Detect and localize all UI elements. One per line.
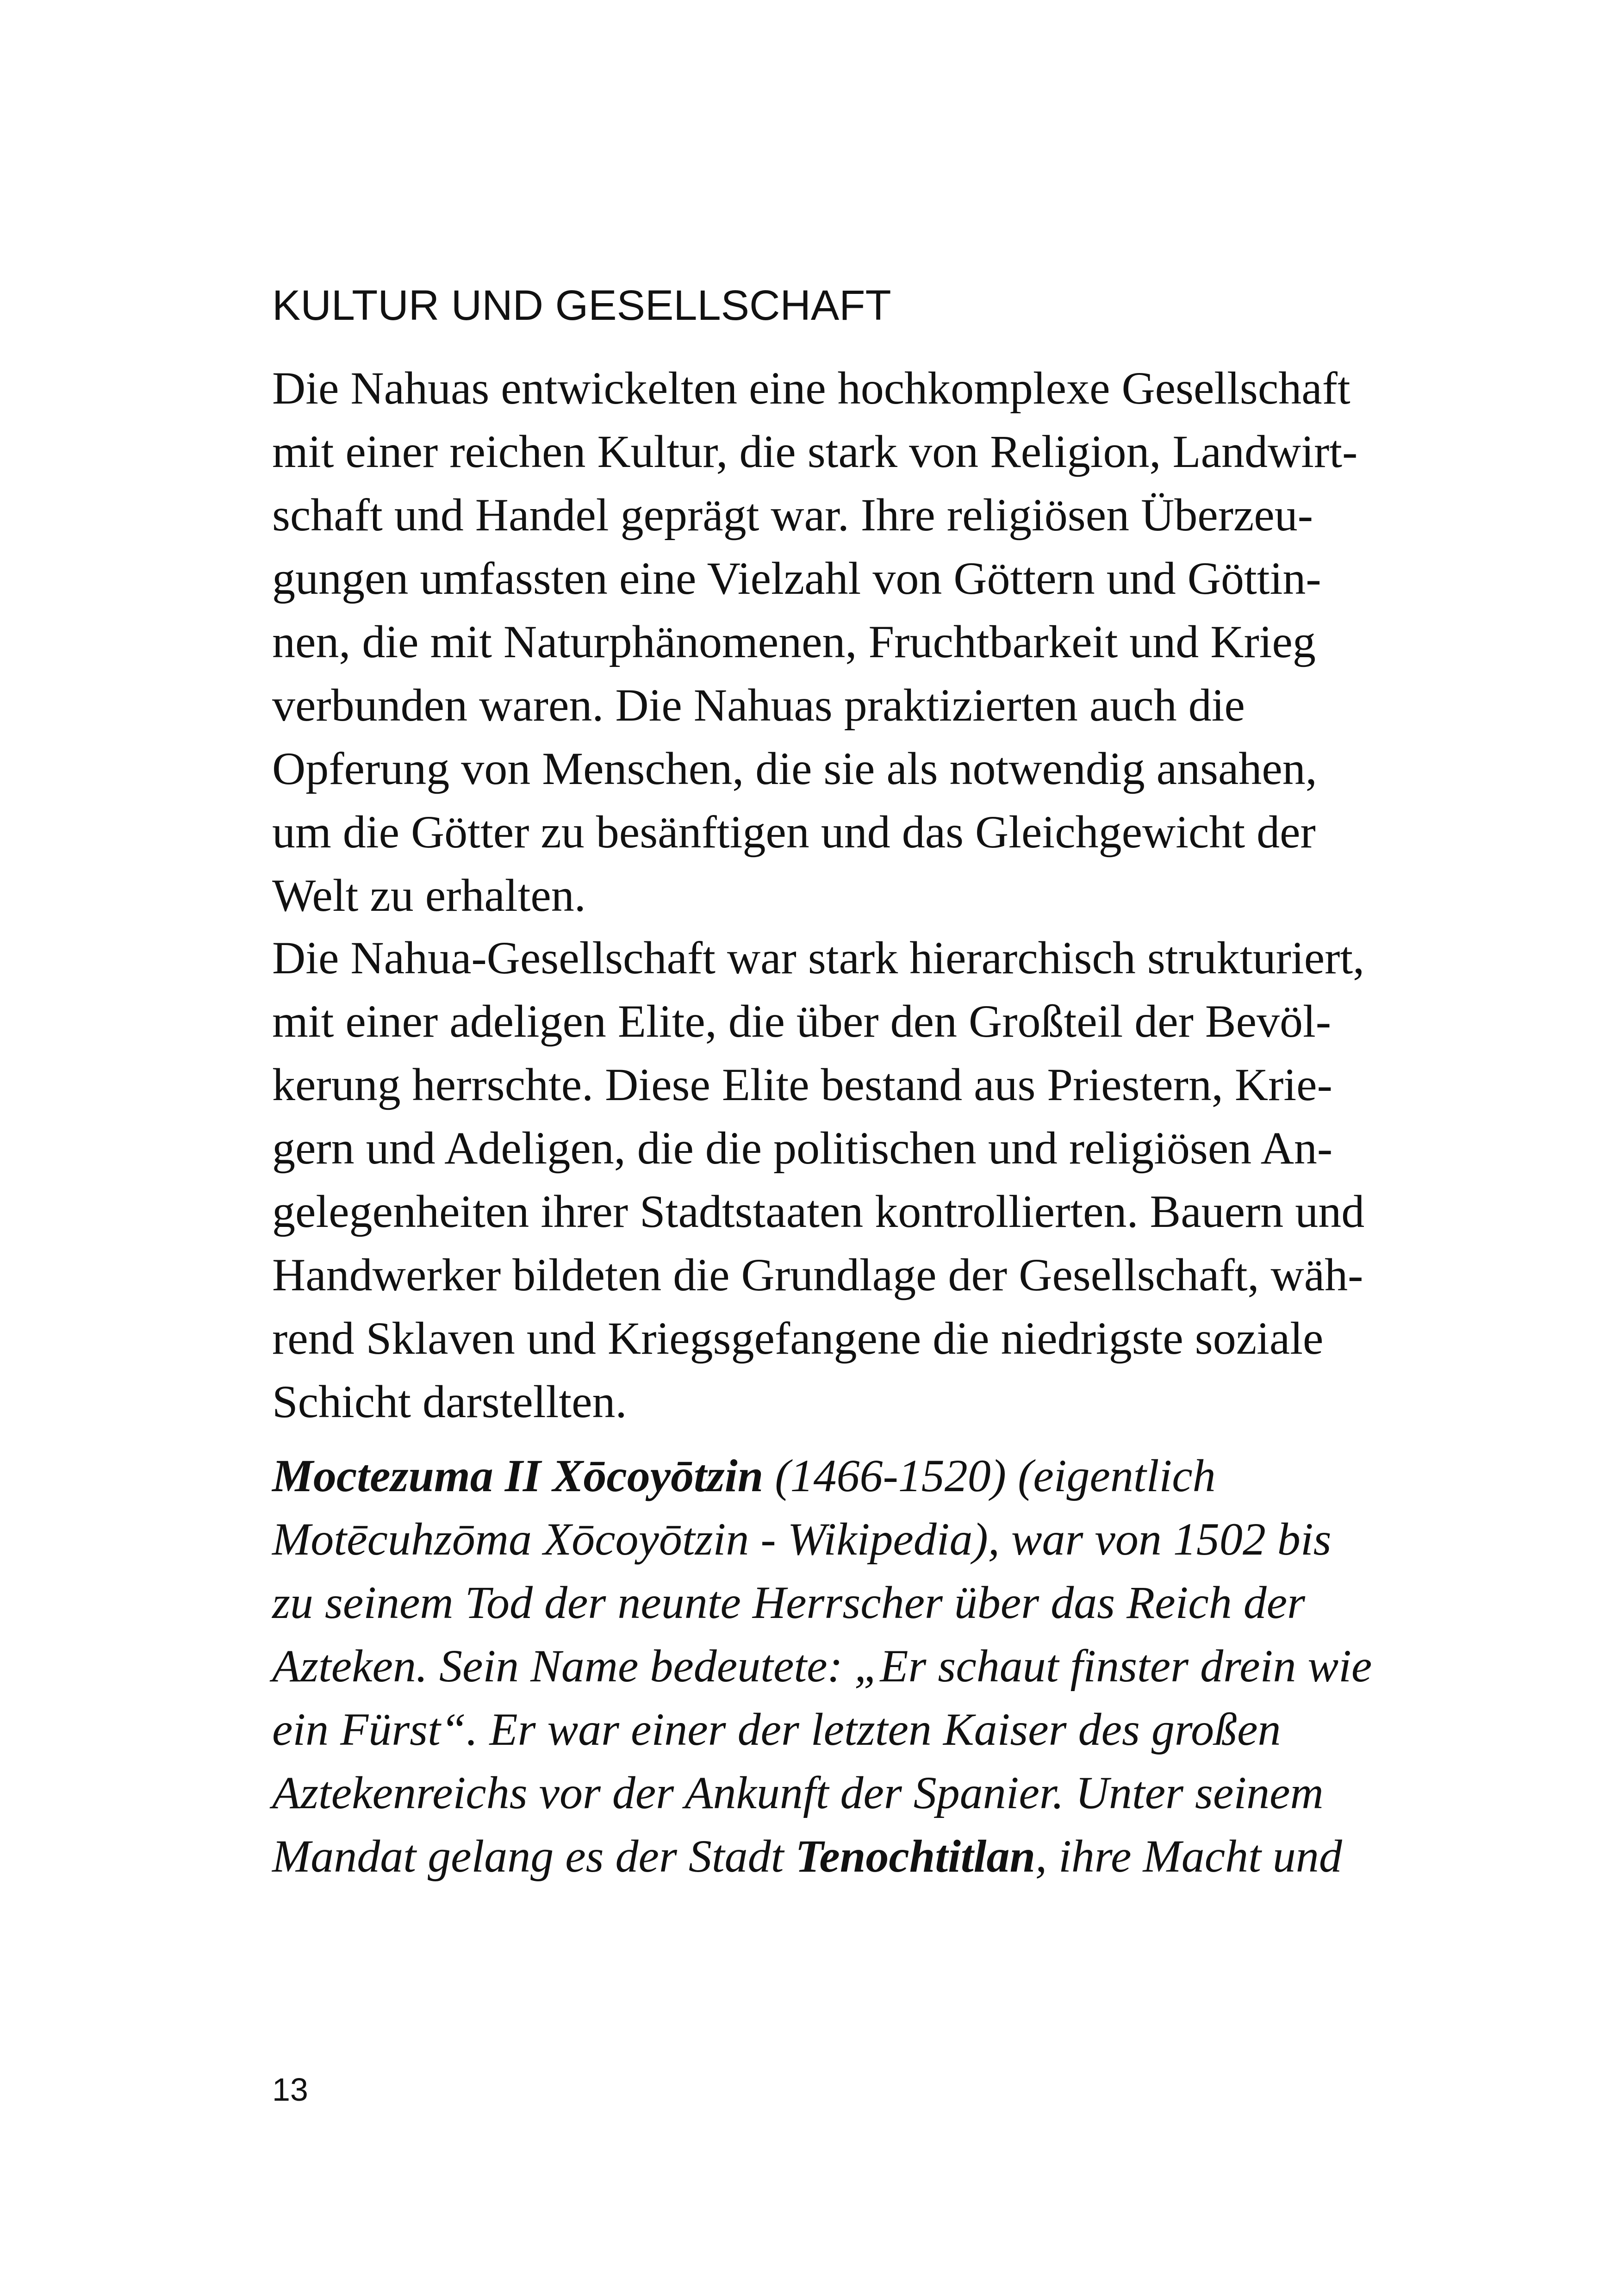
- text-line: ein Fürst“. Er war einer der letzten Kaiser des großen: [272, 1704, 1281, 1755]
- text-line: gelegenheiten ihrer Stadtstaaten kontrollierten. Bauern und: [272, 1186, 1365, 1237]
- text-line: mit einer adeligen Elite, die über den Großteil der Bevöl-: [272, 996, 1332, 1047]
- ruler-name: Moctezuma II Xōcoyōtzin: [272, 1450, 764, 1501]
- page-number: 13: [272, 2072, 308, 2108]
- text-line: Handwerker bildeten die Grundlage der Gesellschaft, wäh-: [272, 1249, 1363, 1300]
- paragraph-society: [272, 926, 1383, 1433]
- section-heading: KULTUR UND GESELLSCHAFT: [272, 282, 891, 329]
- text-line: nen, die mit Naturphänomenen, Fruchtbarkeit und Krieg: [272, 616, 1316, 667]
- text-line: kerung herrschte. Diese Elite bestand aus Priestern, Krie-: [272, 1059, 1332, 1110]
- text-line: Opferung von Menschen, die sie als notwendig ansahen,: [272, 743, 1317, 794]
- text-line: Die Nahua-Gesellschaft war stark hierarchisch strukturiert,: [272, 932, 1365, 983]
- text-fragment: Mandat gelang es der Stadt: [272, 1830, 796, 1882]
- text-line: mit einer reichen Kultur, die stark von Religion, Landwirt-: [272, 426, 1358, 477]
- text-line: um die Götter zu besänftigen und das Gleichgewicht der: [272, 806, 1316, 858]
- text-line: Die Nahuas entwickelten eine hochkomplexe Gesellschaft: [272, 362, 1350, 414]
- text-line: rend Sklaven und Kriegsgefangene die niedrigste soziale: [272, 1313, 1324, 1364]
- paragraph-culture: [272, 356, 1383, 927]
- paragraph-moctezuma: [272, 1444, 1383, 1888]
- text-line: [272, 1824, 1383, 1888]
- text-line: [272, 1444, 1383, 1507]
- text-line: schaft und Handel geprägt war. Ihre religiösen Überzeu-: [272, 489, 1313, 541]
- text-line: gungen umfassten eine Vielzahl von Göttern und Göttin-: [272, 553, 1321, 604]
- text-line: Azteken. Sein Name bedeutete: „Er schaut finster drein wie: [272, 1640, 1372, 1692]
- text-line: zu seinem Tod der neunte Herrscher über das Reich der: [272, 1577, 1306, 1628]
- text-fragment: , ihre Macht und: [1035, 1830, 1342, 1882]
- text-line: Aztekenreichs vor der Ankunft der Spanier. Unter seinem: [272, 1767, 1324, 1818]
- city-name: Tenochtitlan: [795, 1830, 1036, 1882]
- text-line: Welt zu erhalten.: [272, 870, 586, 921]
- text-fragment: (1466-1520) (eigentlich: [763, 1450, 1216, 1501]
- text-line: verbunden waren. Die Nahuas praktizierten auch die: [272, 679, 1245, 731]
- text-line: Schicht darstellten.: [272, 1376, 627, 1427]
- text-line: Motēcuhzōma Xōcoyōtzin - Wikipedia), war von 1502 bis: [272, 1513, 1332, 1565]
- text-line: gern und Adeligen, die die politischen und religiösen An-: [272, 1122, 1333, 1174]
